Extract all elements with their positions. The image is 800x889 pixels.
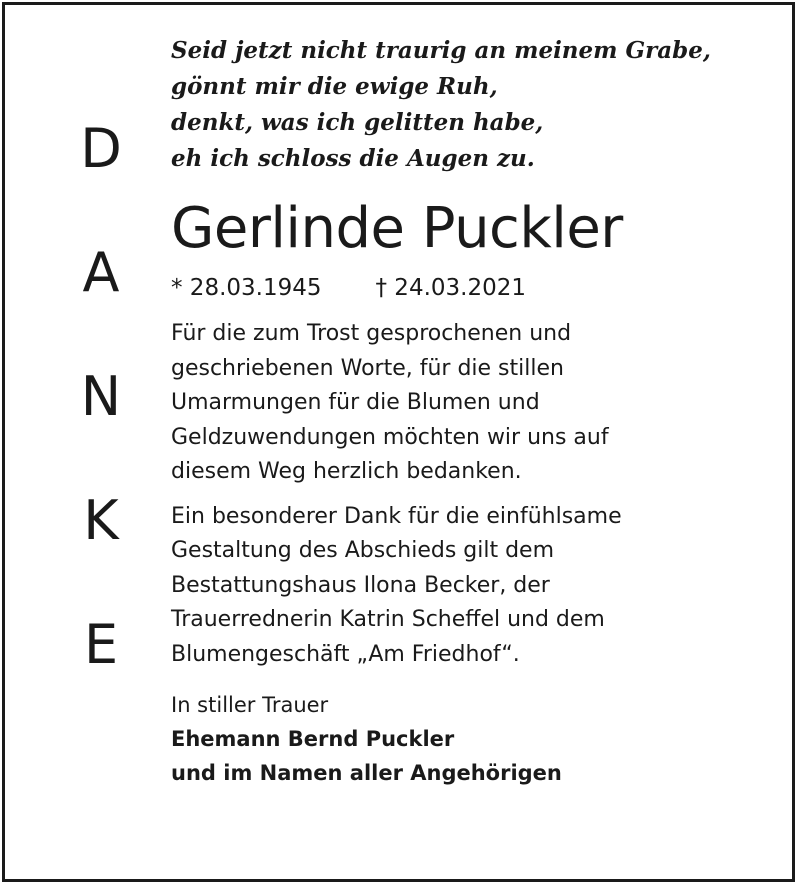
poem-line: eh ich schloss die Augen zu. (171, 145, 535, 172)
notice-frame (2, 2, 795, 882)
poem-line: denkt, was ich gelitten habe, (171, 109, 544, 136)
danke-letter: N (80, 365, 122, 428)
paragraph-line: geschriebenen Worte, für die stillen (171, 355, 564, 381)
deceased-name: Gerlinde Puckler (171, 196, 623, 261)
life-dates (171, 273, 783, 303)
danke-letter: A (82, 241, 120, 304)
danke-letter: D (80, 117, 122, 180)
danke-letter: E (83, 613, 119, 676)
paragraph-line: Umarmungen für die Blumen und (171, 390, 540, 415)
paragraph-line: Gestaltung des Abschieds gilt dem (171, 538, 555, 563)
paragraph-line: Blumengeschäft „Am Friedhof“. (171, 641, 520, 667)
signature-family: und im Namen aller Angehörigen (171, 761, 562, 785)
signature-intro: In stiller Trauer (171, 693, 329, 717)
thanks-paragraph (171, 317, 783, 490)
danke-vertical-word (63, 113, 139, 733)
signature (171, 688, 783, 790)
birth-date: * 28.03.1945 (171, 275, 322, 301)
paragraph-line: Trauerrednerin Katrin Scheffel und dem (171, 607, 605, 632)
poem (171, 33, 783, 177)
poem-line: gönnt mir die ewige Ruh, (171, 73, 498, 100)
special-thanks-paragraph (171, 500, 783, 673)
paragraph-line: Für die zum Trost gesprochenen und (171, 321, 572, 346)
poem-line: Seid jetzt nicht traurig an meinem Grabe, (171, 37, 711, 64)
paragraph-line: Geldzuwendungen möchten wir uns auf (171, 424, 609, 450)
signature-name: Ehemann Bernd Puckler (171, 727, 455, 751)
danke-letter: K (83, 489, 119, 552)
paragraph-line: Bestattungshaus Ilona Becker, der (171, 572, 550, 598)
paragraph-line: Ein besonderer Dank für die einfühlsame (171, 503, 622, 529)
notice-content (171, 33, 783, 790)
paragraph-line: diesem Weg herzlich bedanken. (171, 459, 522, 484)
death-date: † 24.03.2021 (375, 275, 526, 301)
